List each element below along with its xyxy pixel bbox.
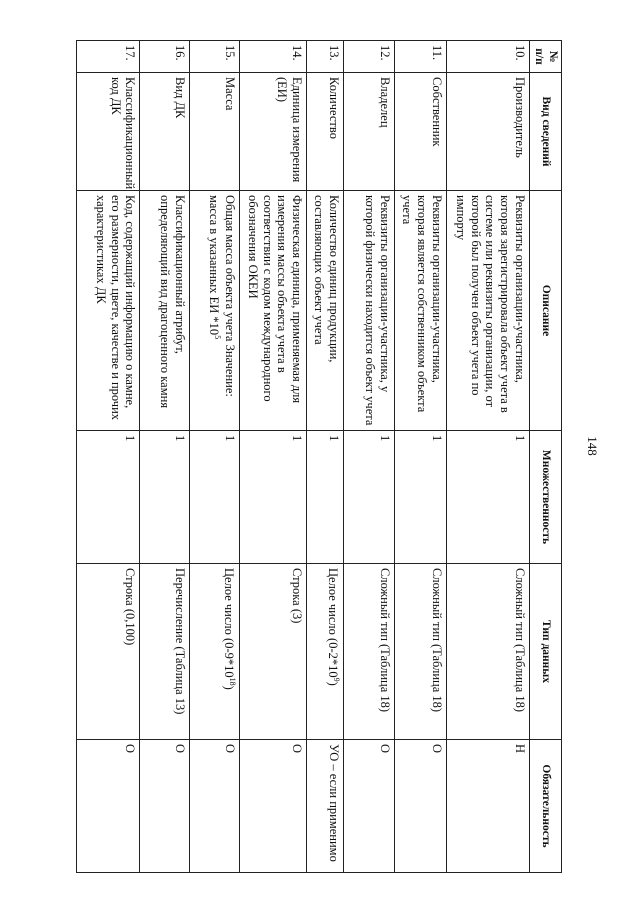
cell-req: О (77, 740, 140, 873)
header-type: Тип данных (529, 564, 561, 740)
type-main: Целое число (0-9*10 (221, 568, 236, 678)
cell-kind: Вид ДК (140, 73, 190, 191)
table-row (190, 41, 240, 873)
header-kind: Вид сведений (529, 73, 561, 191)
cell-kind: Производитель (446, 73, 529, 191)
cell-req: УО – если применимо (307, 740, 344, 873)
cell-num: 15. (190, 41, 240, 73)
cell-mult: 1 (77, 431, 140, 564)
cell-num: 13. (307, 41, 344, 73)
cell-desc: Количество единиц продукции, составляющих объект учета (307, 191, 344, 431)
data-table (76, 40, 562, 873)
cell-desc: Реквизиты организации-участника, которая является собственником объекта учета (394, 191, 446, 431)
page-number: 148 (585, 436, 600, 456)
type-sup: 9 (332, 677, 342, 682)
cell-mult: 1 (140, 431, 190, 564)
table-row (344, 41, 395, 873)
cell-kind: Собственник (394, 73, 446, 191)
cell-type: Перечисление (Таблица 13) (140, 564, 190, 740)
type-sup: 18 (227, 677, 237, 686)
cell-desc: Код, содержащий информацию о камне, его размерности, цвете, качестве и прочих характеристиках ДК (77, 191, 140, 431)
cell-mult: 1 (394, 431, 446, 564)
cell-req: О (140, 740, 190, 873)
header-num: № п/п (529, 41, 561, 73)
desc-sup: 5 (212, 335, 222, 340)
cell-type (307, 564, 344, 740)
cell-kind: Количество (307, 73, 344, 191)
table-row (77, 41, 140, 873)
header-mult: Множественность (529, 431, 561, 564)
table-row (446, 41, 529, 873)
cell-num: 14. (239, 41, 307, 73)
cell-kind: Классификационный код ДК (77, 73, 140, 191)
cell-req: О (344, 740, 395, 873)
table-row (307, 41, 344, 873)
type-end: ) (325, 681, 340, 686)
table-row (394, 41, 446, 873)
desc-main: Общая масса объекта учета Значение: масса в указанных ЕИ *10 (206, 195, 237, 397)
cell-mult: 1 (446, 431, 529, 564)
cell-kind: Владелец (344, 73, 395, 191)
cell-desc: Физическая единица, применяемая для измерения массы объекта учета в соответствии с кодом международного обозначения ОКЕИ (239, 191, 307, 431)
type-main: Целое число (0-2*10 (325, 568, 340, 678)
cell-mult: 1 (239, 431, 307, 564)
cell-type: Строка (0,100) (77, 564, 140, 740)
cell-num: 11. (394, 41, 446, 73)
cell-type (190, 564, 240, 740)
table-row (140, 41, 190, 873)
cell-req: О (190, 740, 240, 873)
cell-type: Строка (3) (239, 564, 307, 740)
table-row (239, 41, 307, 873)
cell-type: Сложный тип (Таблица 18) (394, 564, 446, 740)
cell-desc (190, 191, 240, 431)
cell-mult: 1 (190, 431, 240, 564)
cell-desc: Реквизиты организации-участника, которая зарегистрировала объект учета в системе или реквизиты организации, от которой был получен объект учета по импорту (446, 191, 529, 431)
cell-type: Сложный тип (Таблица 18) (446, 564, 529, 740)
cell-mult: 1 (307, 431, 344, 564)
cell-kind: Единица измерения (ЕИ) (239, 73, 307, 191)
cell-req: О (239, 740, 307, 873)
type-end: ) (221, 685, 236, 690)
rotated-page (76, 40, 562, 872)
header-desc: Описание (529, 191, 561, 431)
cell-kind: Масса (190, 73, 240, 191)
cell-num: 17. (77, 41, 140, 73)
cell-num: 16. (140, 41, 190, 73)
cell-type: Сложный тип (Таблица 18) (344, 564, 395, 740)
cell-desc: Реквизиты организации-участника, у которой физически находится объект учета (344, 191, 395, 431)
header-req: Обязательность (529, 740, 561, 873)
header-row (529, 41, 561, 873)
cell-num: 12. (344, 41, 395, 73)
cell-req: О (394, 740, 446, 873)
cell-num: 10. (446, 41, 529, 73)
cell-req: Н (446, 740, 529, 873)
cell-mult: 1 (344, 431, 395, 564)
cell-desc: Классификационный атрибут, определяющий вид драгоценного камня (140, 191, 190, 431)
